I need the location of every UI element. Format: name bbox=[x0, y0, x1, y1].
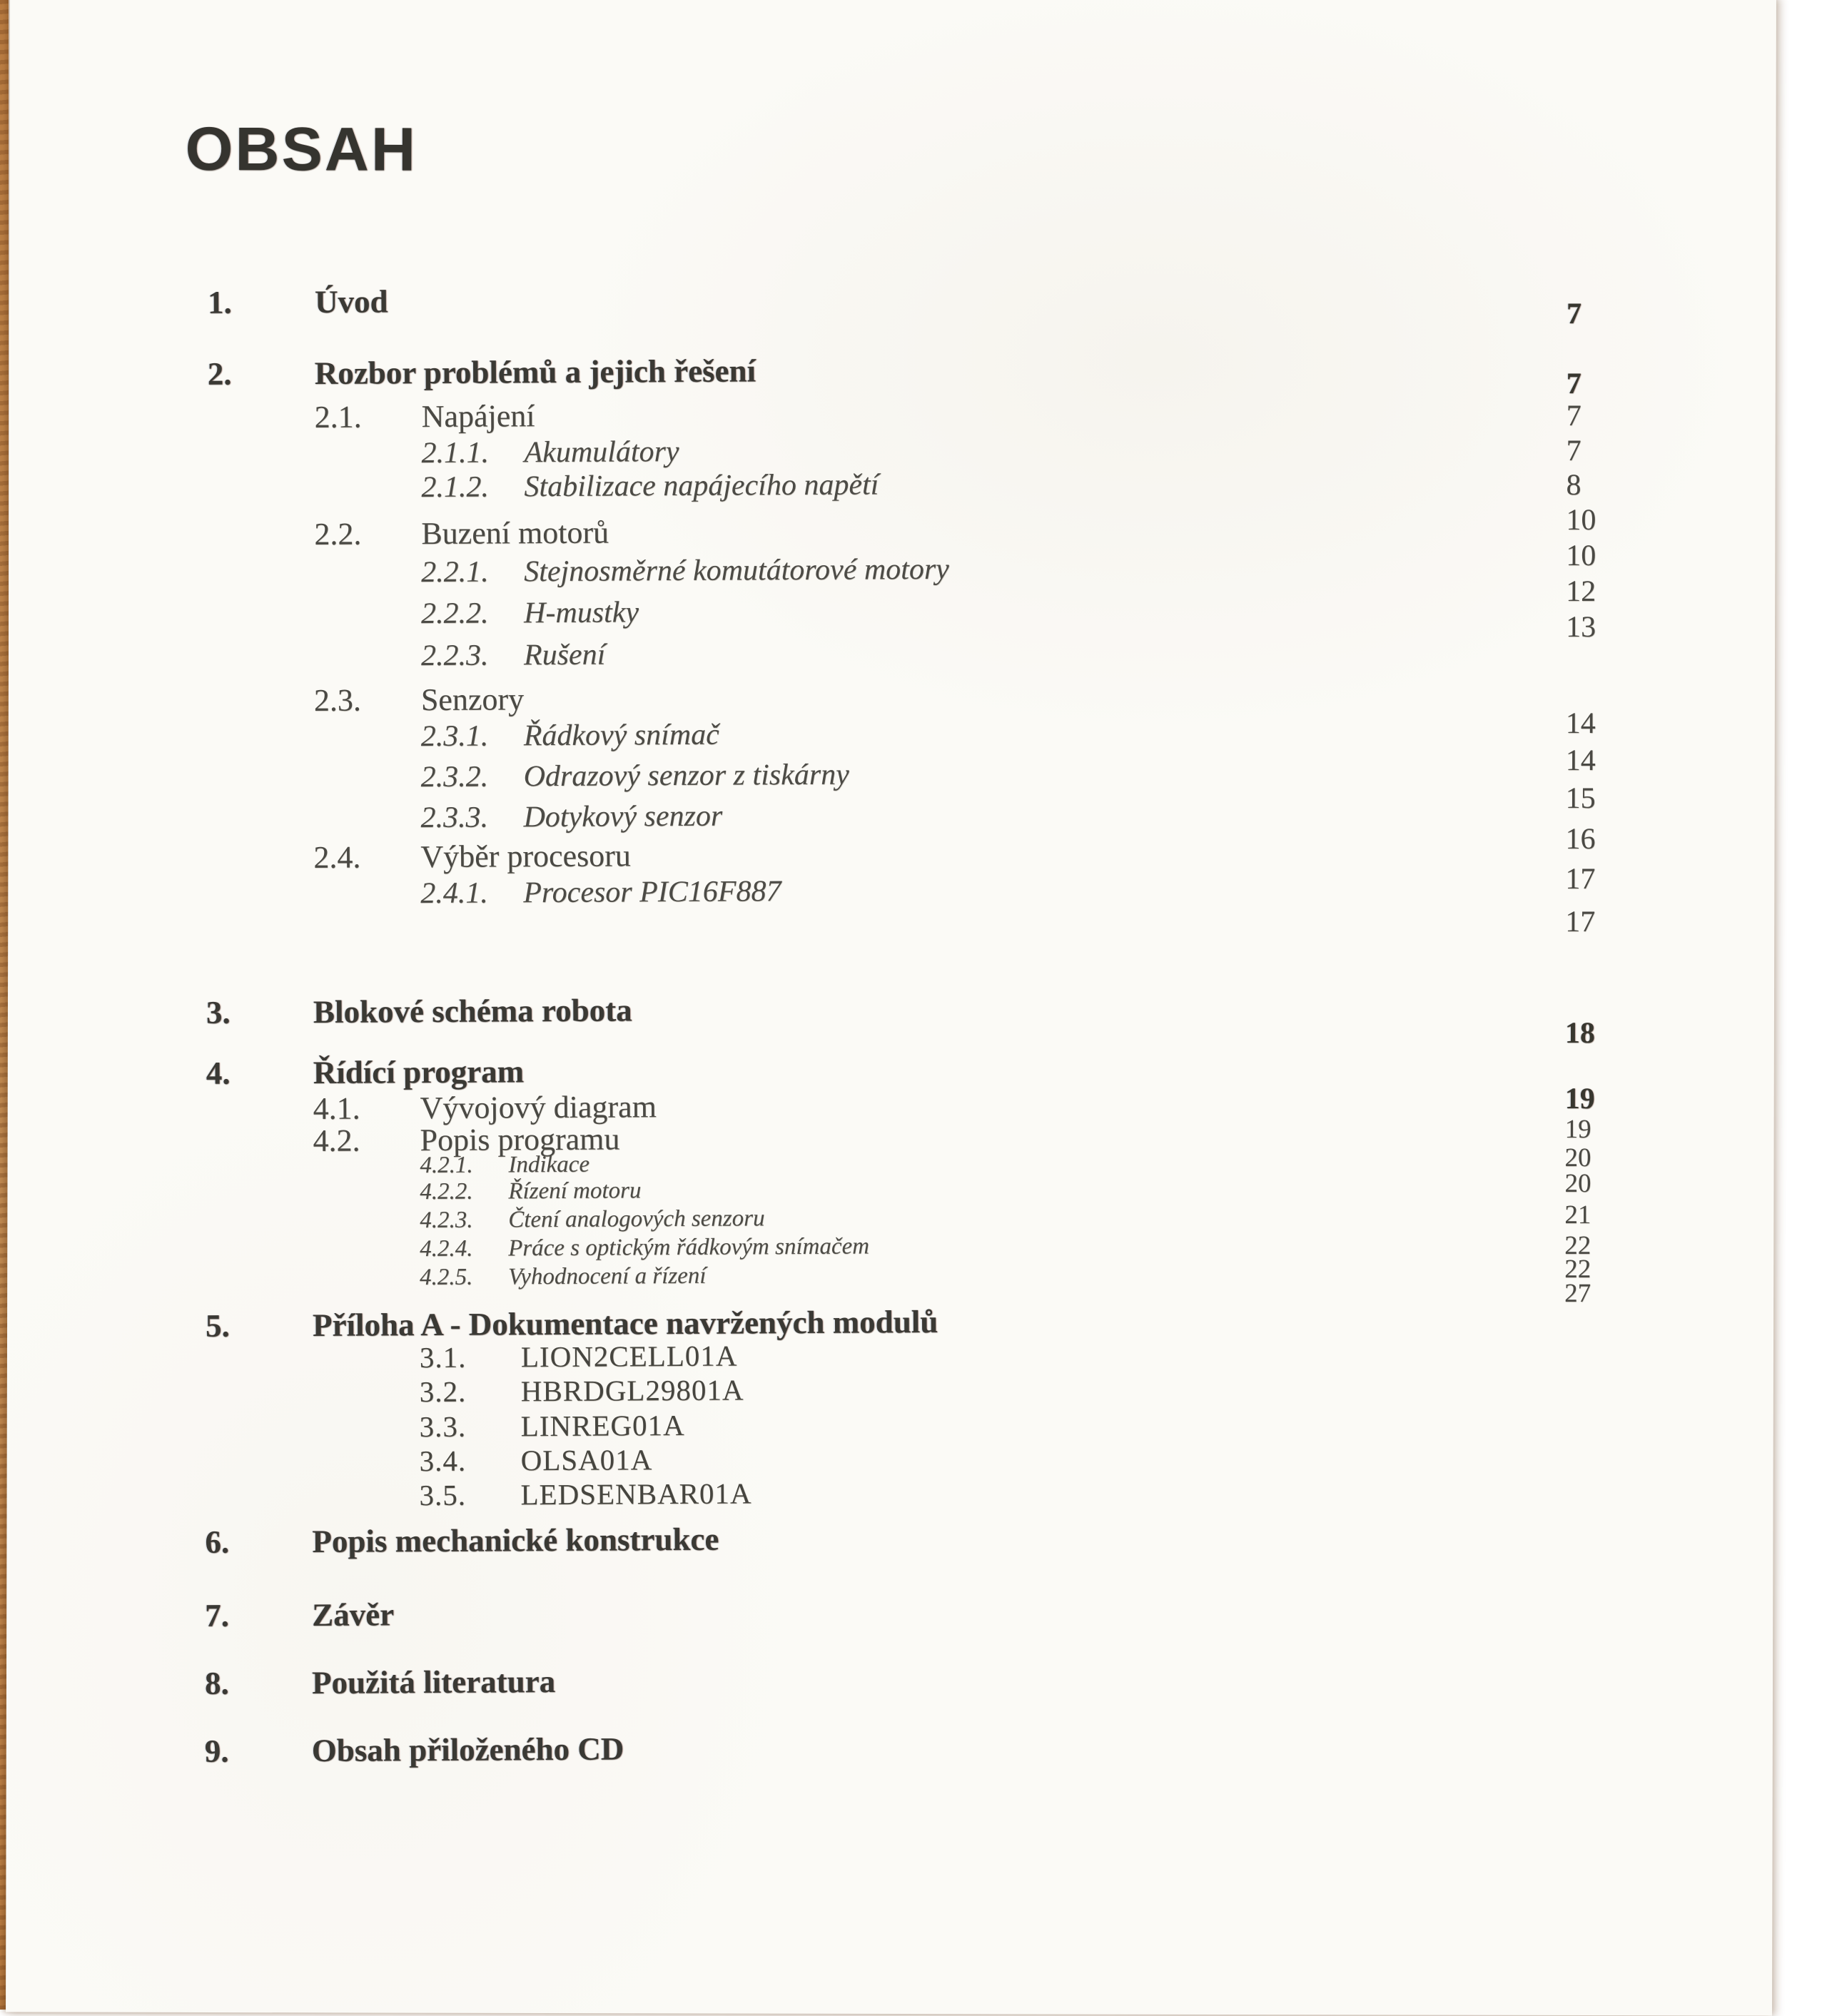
toc-entry bbox=[9, 507, 1775, 554]
toc-page-number: 14 bbox=[1565, 706, 1596, 741]
toc-entry-label: Buzení motorů bbox=[421, 515, 609, 552]
toc-entry-number: 4.2.4. bbox=[420, 1235, 473, 1262]
toc-entry-number: 3.5. bbox=[419, 1478, 467, 1512]
toc-entry-label: Blokové schéma robota bbox=[313, 992, 632, 1030]
toc-entry-label: Obsah přiloženého CD bbox=[311, 1731, 624, 1768]
toc-entry-number: 2. bbox=[207, 355, 232, 392]
toc-entry-number: 3. bbox=[206, 994, 231, 1030]
toc-entry-label: LION2CELL01A bbox=[520, 1339, 738, 1374]
toc-page-number: 17 bbox=[1565, 905, 1596, 939]
toc-entry-number: 2.3.3. bbox=[420, 801, 489, 835]
toc-entry-number: 4.2.1. bbox=[420, 1152, 473, 1179]
toc-entry bbox=[9, 752, 1775, 799]
toc-entry bbox=[6, 1656, 1773, 1703]
toc-entry-label: Čtení analogových senzoru bbox=[508, 1205, 765, 1233]
toc-entry-number: 4.2. bbox=[313, 1123, 360, 1158]
toc-entry bbox=[9, 547, 1775, 594]
toc-entry bbox=[6, 1723, 1773, 1771]
toc-entry-number: 2.3. bbox=[313, 682, 362, 718]
toc-entry bbox=[9, 275, 1776, 322]
toc-entry-label: Rušení bbox=[523, 638, 606, 672]
toc-entry-label: Příloha A - Dokumentace navržených modulů bbox=[312, 1303, 938, 1343]
toc-entry-number: 4.2.3. bbox=[420, 1207, 473, 1234]
toc-entry-label: Senzory bbox=[420, 682, 525, 718]
toc-entry bbox=[9, 346, 1776, 393]
toc-page-number: 19 bbox=[1564, 1114, 1591, 1145]
toc-entry-number: 2.2. bbox=[314, 516, 362, 552]
toc-page-number: 27 bbox=[1564, 1278, 1591, 1309]
toc-entry bbox=[8, 985, 1774, 1032]
table-of-contents bbox=[6, 0, 1776, 2016]
toc-entry-number: 4. bbox=[206, 1055, 231, 1091]
toc-page-number: 13 bbox=[1566, 610, 1596, 644]
toc-entry bbox=[9, 589, 1775, 636]
toc-entry-number: 2.2.2. bbox=[420, 597, 489, 631]
toc-page-number: 10 bbox=[1566, 539, 1596, 573]
toc-page-number: 7 bbox=[1566, 399, 1581, 433]
toc-entry-label: Práce s optickým řádkovým snímačem bbox=[508, 1233, 870, 1262]
toc-entry-number: 4.1. bbox=[313, 1090, 360, 1126]
toc-page-number: 7 bbox=[1566, 297, 1582, 331]
toc-entry-number: 3.3. bbox=[419, 1409, 467, 1444]
toc-entry-label: Řízení motoru bbox=[508, 1177, 642, 1205]
toc-entry-label: Stabilizace napájecího napětí bbox=[524, 468, 879, 504]
toc-entry-number: 2.4. bbox=[313, 839, 361, 875]
toc-entry-label: Popis programu bbox=[420, 1121, 620, 1158]
toc-entry-label: Stejnosměrné komutátorové motory bbox=[524, 552, 950, 589]
toc-page-number: 8 bbox=[1566, 468, 1581, 502]
toc-entry-number: 3.4. bbox=[419, 1444, 467, 1478]
toc-entry-number: 6. bbox=[205, 1524, 230, 1560]
toc-entry-number: 2.3.2. bbox=[420, 760, 489, 794]
toc-entry-number: 2.2.3. bbox=[420, 639, 489, 673]
toc-entry-label: Použitá literatura bbox=[311, 1663, 556, 1701]
toc-entry-number: 2.1. bbox=[314, 399, 362, 435]
toc-page-number: 7 bbox=[1566, 434, 1581, 468]
toc-page-number: 17 bbox=[1565, 862, 1596, 896]
toc-page-number: 7 bbox=[1566, 367, 1581, 401]
toc-entry-label: Výběr procesoru bbox=[420, 838, 632, 875]
toc-entry-number: 1. bbox=[207, 284, 232, 320]
toc-entry bbox=[6, 1588, 1773, 1635]
toc-entry-number: 2.1.1. bbox=[421, 436, 490, 470]
toc-page-number: 19 bbox=[1564, 1082, 1595, 1116]
toc-entry-label: Řídící program bbox=[313, 1053, 525, 1090]
toc-page-number: 14 bbox=[1565, 744, 1596, 778]
toc-page-number: 10 bbox=[1566, 503, 1596, 537]
toc-entry-label: OLSA01A bbox=[520, 1443, 653, 1477]
toc-entry-number: 4.2.2. bbox=[420, 1178, 473, 1205]
toc-entry-label: LEDSENBAR01A bbox=[520, 1476, 752, 1511]
toc-page-number: 12 bbox=[1566, 574, 1596, 609]
scanned-page bbox=[6, 0, 1776, 2016]
toc-entry-label: HBRDGL29801A bbox=[520, 1373, 744, 1408]
toc-entry-label: Napájení bbox=[421, 398, 535, 435]
toc-entry-label: Dotykový senzor bbox=[523, 799, 723, 834]
toc-entry-label: Závěr bbox=[312, 1596, 395, 1633]
toc-entry-label: Procesor PIC16F887 bbox=[523, 875, 781, 910]
toc-page-number: 20 bbox=[1564, 1143, 1591, 1173]
toc-entry-label: Úvod bbox=[314, 283, 388, 320]
toc-entry-label: Indikace bbox=[508, 1151, 590, 1178]
toc-entry-label: Řádkový snímač bbox=[523, 718, 719, 753]
toc-entry-number: 2.3.1. bbox=[420, 719, 489, 754]
toc-entry-label: Popis mechanické konstrukce bbox=[312, 1521, 719, 1559]
page-title: OBSAH bbox=[185, 114, 418, 184]
toc-entry-label: Vyhodnocení a řízení bbox=[508, 1262, 707, 1290]
toc-entry-number: 9. bbox=[204, 1733, 229, 1769]
toc-entry-number: 2.4.1. bbox=[420, 876, 488, 911]
toc-entry-label: H-mustky bbox=[523, 596, 639, 630]
toc-entry-label: Akumulátory bbox=[524, 435, 679, 470]
toc-entry-label: Odrazový senzor z tiskárny bbox=[523, 758, 849, 794]
toc-entry-number: 5. bbox=[205, 1307, 230, 1344]
toc-page-number: 15 bbox=[1565, 781, 1596, 816]
toc-entry-number: 3.2. bbox=[419, 1374, 467, 1409]
toc-entry-number: 7. bbox=[205, 1597, 230, 1633]
toc-page-number: 18 bbox=[1564, 1016, 1595, 1050]
toc-entry bbox=[9, 631, 1775, 678]
toc-page-number: 20 bbox=[1564, 1168, 1591, 1199]
toc-entry-number: 4.2.5. bbox=[420, 1264, 473, 1291]
toc-page-number: 22 bbox=[1564, 1230, 1591, 1261]
toc-page-number: 21 bbox=[1564, 1200, 1591, 1230]
toc-entry-label: Rozbor problémů a jejich řešení bbox=[314, 353, 756, 391]
toc-page-number: 16 bbox=[1565, 822, 1596, 856]
toc-entry-number: 2.1.2. bbox=[421, 470, 490, 505]
toc-page-number: 22 bbox=[1564, 1254, 1591, 1285]
toc-entry-number: 2.2.1. bbox=[421, 555, 489, 589]
toc-entry-label: LINREG01A bbox=[520, 1408, 685, 1443]
toc-entry-number: 3.1. bbox=[419, 1340, 467, 1374]
toc-entry-number: 8. bbox=[204, 1665, 229, 1701]
toc-entry bbox=[6, 1514, 1773, 1561]
toc-entry-label: Vývojový diagram bbox=[420, 1089, 657, 1126]
